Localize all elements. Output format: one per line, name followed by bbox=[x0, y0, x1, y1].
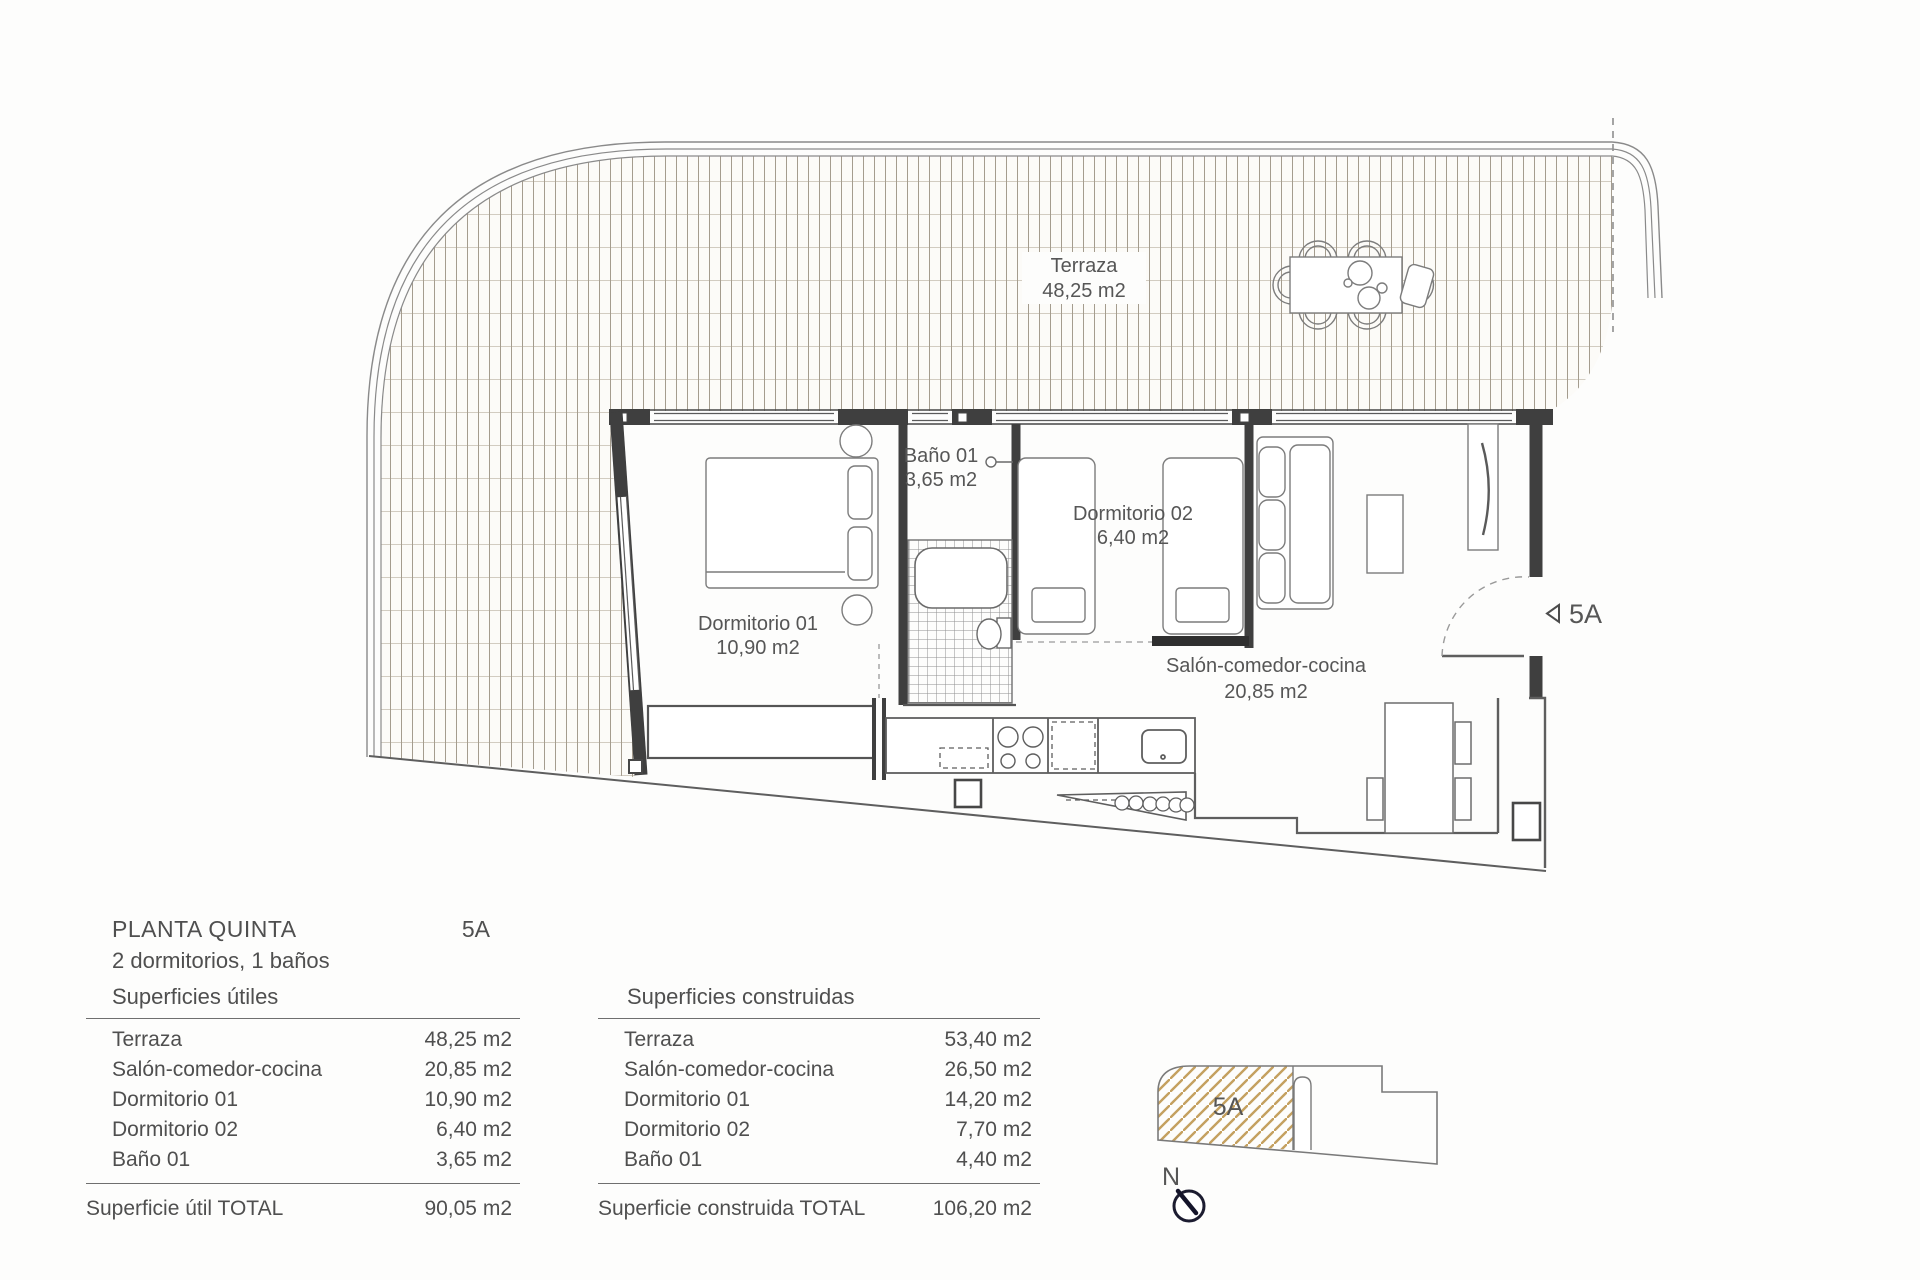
kitchen-counter bbox=[886, 718, 1195, 773]
dining-table bbox=[1385, 703, 1453, 833]
shower-tray bbox=[915, 548, 1007, 608]
terrace-railing-right-mid bbox=[1612, 149, 1655, 298]
table-row bbox=[598, 1145, 1040, 1175]
room-area: 20,85 m2 bbox=[1224, 681, 1308, 703]
room-area: 10,90 m2 bbox=[716, 637, 800, 659]
right-wall-lower bbox=[1529, 698, 1545, 868]
sofa-cushion bbox=[1259, 447, 1285, 497]
dining-chair bbox=[1455, 722, 1471, 764]
terrace-area: 48,25 m2 bbox=[1042, 280, 1126, 302]
useful-total-row bbox=[86, 1194, 520, 1224]
total-value: 90,05 m2 bbox=[424, 1197, 512, 1220]
row-label: Dormitorio 01 bbox=[112, 1088, 239, 1111]
north-compass bbox=[1162, 1163, 1204, 1221]
row-label: Dormitorio 02 bbox=[624, 1118, 751, 1141]
wardrobe bbox=[648, 706, 874, 758]
round-nightstand bbox=[840, 425, 872, 457]
entry-marker bbox=[1547, 599, 1602, 629]
dining-chair bbox=[1367, 778, 1383, 820]
facade-wall-piers bbox=[609, 409, 1553, 425]
room-name: Baño 01 bbox=[903, 445, 979, 467]
useful-areas-table bbox=[86, 984, 520, 1224]
row-label: Terraza bbox=[112, 1028, 183, 1051]
room-area: 3,65 m2 bbox=[904, 469, 978, 491]
row-value: 20,85 m2 bbox=[424, 1058, 512, 1081]
key-plan bbox=[1158, 1066, 1437, 1221]
sliding-door bbox=[1152, 636, 1249, 646]
useful-areas-rows bbox=[86, 1019, 520, 1175]
terrace-name: Terraza bbox=[1050, 255, 1118, 277]
table-row bbox=[86, 1115, 520, 1145]
room-name: Dormitorio 01 bbox=[697, 613, 819, 635]
sofa-cushion bbox=[1259, 553, 1285, 603]
facade-windows bbox=[654, 414, 1512, 421]
row-label: Dormitorio 02 bbox=[112, 1118, 239, 1141]
dining-set bbox=[1367, 703, 1471, 833]
table-row bbox=[598, 1115, 1040, 1145]
room-dormitorio-02 bbox=[1016, 424, 1249, 648]
breakfast-bar bbox=[1057, 792, 1194, 820]
sofa-cushion bbox=[1259, 500, 1285, 550]
coffee-table bbox=[1367, 495, 1403, 573]
built-areas-heading: Superficies construidas bbox=[627, 984, 855, 1009]
table-plate bbox=[1358, 287, 1380, 309]
table-rule bbox=[86, 1183, 520, 1184]
door-swing-arc bbox=[1442, 577, 1529, 656]
row-label: Terraza bbox=[624, 1028, 695, 1051]
unit-label: 5A bbox=[461, 916, 490, 942]
table-row bbox=[86, 1025, 520, 1055]
program-subtitle: 2 dormitorios, 1 baños bbox=[112, 948, 330, 973]
bed-pillow bbox=[848, 466, 872, 519]
toilet bbox=[977, 618, 1011, 649]
table-row bbox=[598, 1025, 1040, 1055]
key-plan-unit-label: 5A bbox=[1212, 1093, 1244, 1121]
washbasin bbox=[986, 457, 1013, 467]
bed-pillow bbox=[848, 527, 872, 580]
row-value: 26,50 m2 bbox=[944, 1058, 1032, 1081]
door-jamb bbox=[872, 698, 876, 780]
terrace-label bbox=[1022, 252, 1146, 304]
north-label: N bbox=[1162, 1163, 1181, 1191]
table-row bbox=[86, 1145, 520, 1175]
entry-marker-label: 5A bbox=[1569, 599, 1603, 629]
room-area: 6,40 m2 bbox=[1096, 527, 1170, 549]
sink-drain bbox=[1161, 755, 1165, 759]
room-name: Dormitorio 02 bbox=[1072, 503, 1194, 525]
table-plate bbox=[1344, 279, 1352, 287]
table-row bbox=[598, 1085, 1040, 1115]
row-label: Baño 01 bbox=[624, 1148, 703, 1171]
row-label: Salón-comedor-cocina bbox=[112, 1058, 323, 1081]
sheet-title-row bbox=[86, 916, 520, 943]
oven bbox=[1052, 722, 1095, 769]
row-value: 48,25 m2 bbox=[424, 1028, 512, 1051]
under-counter-appliance bbox=[940, 748, 988, 768]
key-plan-stair-slot bbox=[1294, 1077, 1311, 1150]
built-areas-rows bbox=[598, 1019, 1040, 1175]
row-value: 7,70 m2 bbox=[956, 1118, 1032, 1141]
unit-entry-arrow-icon bbox=[1547, 605, 1559, 622]
built-total-row bbox=[598, 1194, 1040, 1224]
row-label: Salón-comedor-cocina bbox=[624, 1058, 835, 1081]
table-rule bbox=[598, 1183, 1040, 1184]
bed-pillow bbox=[1176, 588, 1229, 622]
table-plate bbox=[1377, 283, 1387, 293]
sofa-seat bbox=[1290, 445, 1330, 603]
entrance-door bbox=[1442, 577, 1529, 656]
useful-areas-heading: Superficies útiles bbox=[112, 984, 279, 1009]
row-value: 14,20 m2 bbox=[944, 1088, 1032, 1111]
floor-title: PLANTA QUINTA bbox=[112, 916, 297, 942]
row-value: 10,90 m2 bbox=[424, 1088, 512, 1111]
built-areas-table bbox=[598, 984, 1040, 1224]
round-nightstand bbox=[842, 595, 872, 625]
terrace-railing-right-inner bbox=[1612, 156, 1648, 298]
structural-column bbox=[955, 780, 981, 807]
row-value: 53,40 m2 bbox=[944, 1028, 1032, 1051]
dining-chair bbox=[1455, 778, 1471, 820]
table-row bbox=[598, 1055, 1040, 1085]
table-row bbox=[86, 1055, 520, 1085]
total-label: Superficie construida TOTAL bbox=[598, 1197, 866, 1220]
room-dormitorio-01 bbox=[648, 424, 903, 780]
total-value: 106,20 m2 bbox=[932, 1197, 1032, 1220]
structural-column bbox=[629, 760, 642, 773]
row-value: 4,40 m2 bbox=[956, 1148, 1032, 1171]
row-label: Dormitorio 01 bbox=[624, 1088, 751, 1111]
total-label: Superficie útil TOTAL bbox=[86, 1197, 284, 1220]
table-row bbox=[86, 1085, 520, 1115]
row-value: 6,40 m2 bbox=[436, 1118, 512, 1141]
room-bano-01 bbox=[903, 424, 1016, 705]
row-label: Baño 01 bbox=[112, 1148, 191, 1171]
structural-column bbox=[1513, 803, 1540, 840]
bed-pillow bbox=[1032, 588, 1085, 622]
row-value: 3,65 m2 bbox=[436, 1148, 512, 1171]
room-name: Salón-comedor-cocina bbox=[1165, 655, 1367, 677]
